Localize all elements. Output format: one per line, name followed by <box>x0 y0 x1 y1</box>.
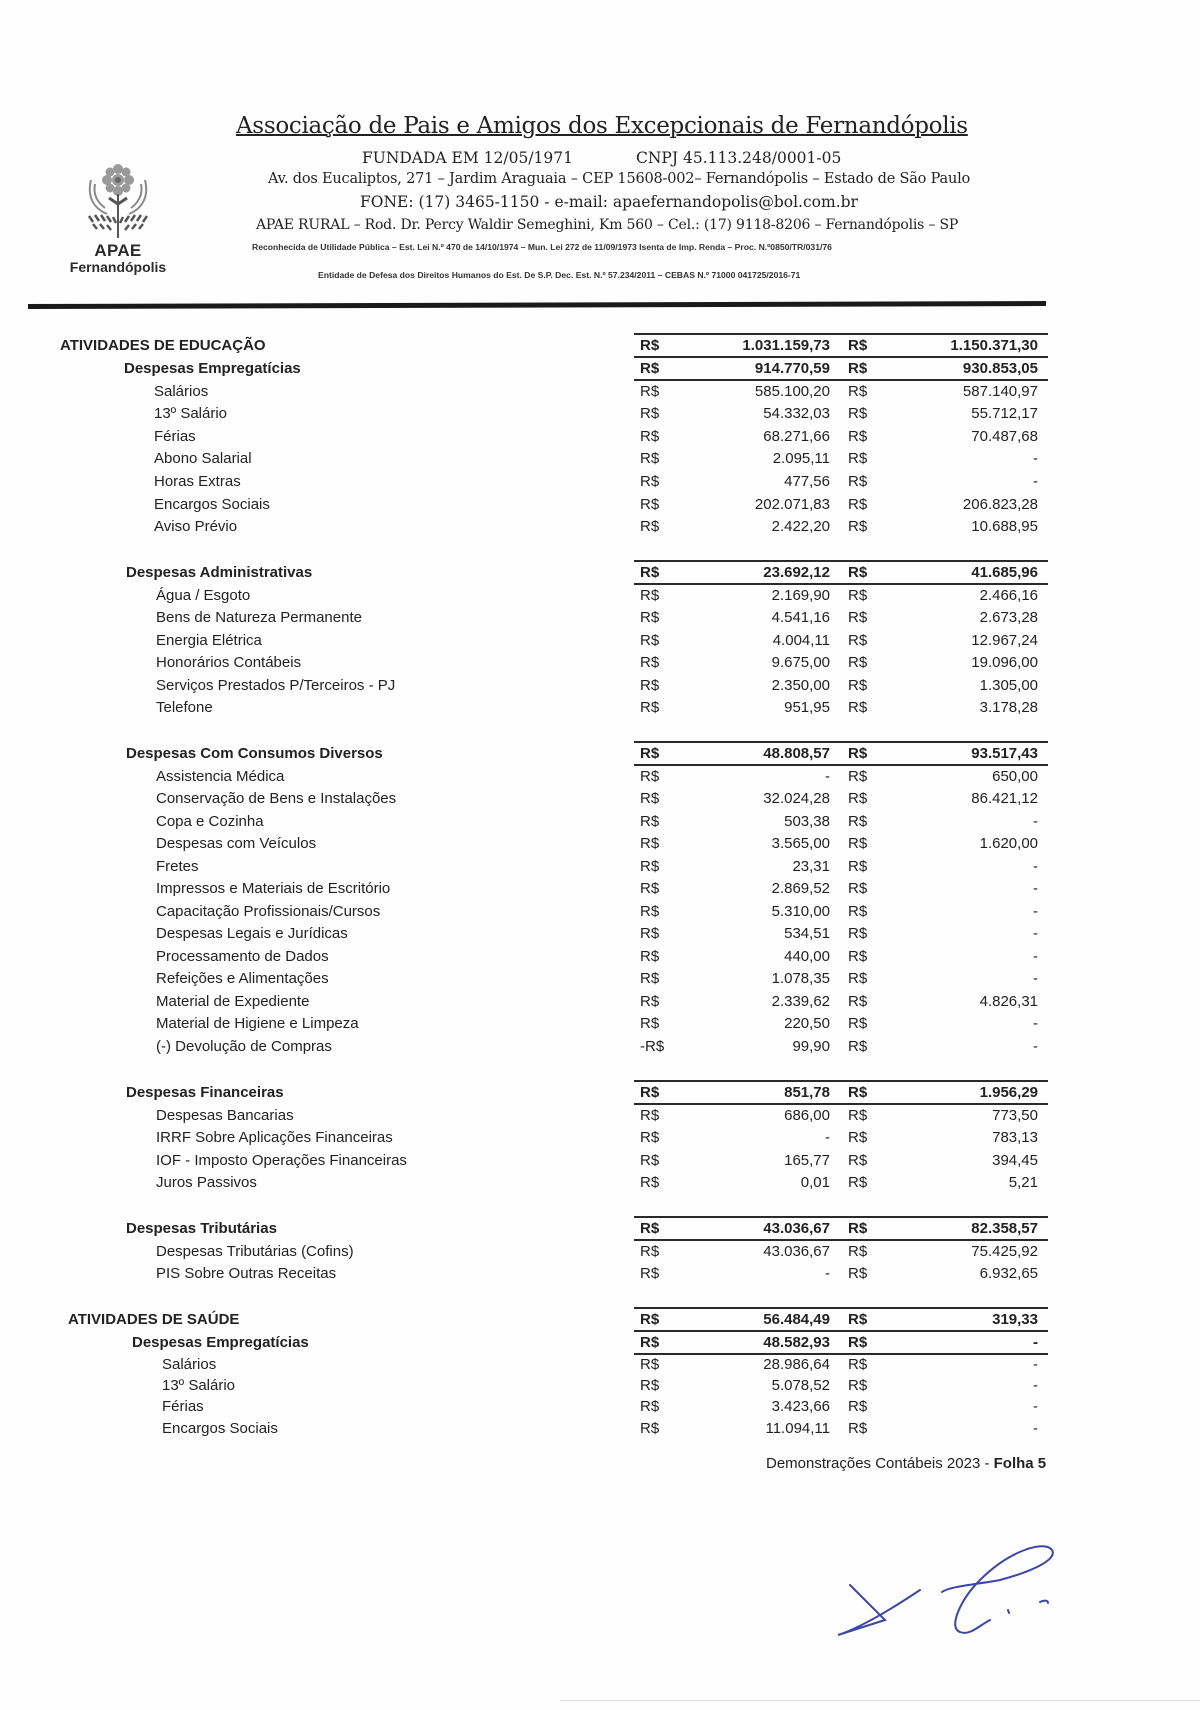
table-row <box>0 607 1200 629</box>
value-2023: 43.036,67 <box>763 1243 830 1260</box>
value-2023: 220,50 <box>784 1015 830 1032</box>
value-2022: 55.712,17 <box>971 405 1038 422</box>
value-2022: 2.673,28 <box>979 609 1038 626</box>
currency-2022: R$ <box>848 405 868 422</box>
table-row <box>0 1354 1200 1376</box>
currency-2022: R$ <box>848 745 868 762</box>
apae-logo <box>58 160 178 275</box>
value-2022: - <box>1033 1356 1038 1373</box>
value-2022: 1.956,29 <box>979 1084 1038 1101</box>
currency-2023: R$ <box>640 473 660 490</box>
currency-2023: R$ <box>640 768 660 785</box>
currency-2022: R$ <box>848 473 868 490</box>
currency-2023: R$ <box>640 925 660 942</box>
table-row <box>0 1150 1200 1172</box>
row-label: Horas Extras <box>154 473 241 490</box>
currency-2022: R$ <box>848 1356 868 1373</box>
value-2023: 585.100,20 <box>754 383 830 400</box>
table-row <box>0 448 1200 470</box>
value-2023: 4.541,16 <box>771 609 830 626</box>
currency-2022: R$ <box>848 790 868 807</box>
row-label: Processamento de Dados <box>156 948 329 965</box>
currency-2022: R$ <box>848 654 868 671</box>
table-row <box>0 516 1200 538</box>
rural-address: APAE RURAL – Rod. Dr. Percy Waldir Semeghini, Km 560 – Cel.: (17) 9118-8206 – Fernandópolis – SP <box>256 217 959 233</box>
value-2023: 99,90 <box>792 1038 830 1055</box>
signature <box>830 1540 1070 1660</box>
table-row <box>0 1127 1200 1149</box>
currency-2023: R$ <box>640 383 660 400</box>
flower-hands-icon <box>83 160 153 240</box>
currency-2023: R$ <box>640 1084 660 1101</box>
table-row <box>0 946 1200 968</box>
value-2022: - <box>1033 1334 1038 1351</box>
row-label: Energia Elétrica <box>156 632 262 649</box>
currency-2023: R$ <box>640 1334 660 1351</box>
value-2023: 851,78 <box>784 1084 830 1101</box>
currency-2023: R$ <box>640 428 660 445</box>
table-row <box>0 878 1200 900</box>
currency-2023: R$ <box>640 1356 660 1373</box>
currency-2022: R$ <box>848 337 868 354</box>
value-2022: - <box>1033 858 1038 875</box>
value-2022: 12.967,24 <box>971 632 1038 649</box>
table-row <box>0 1263 1200 1285</box>
legal-recognition: Reconhecida de Utilidade Pública – Est. Lei N.º 470 de 14/10/1974 – Mun. Lei 272 de 11/09/1973 Isenta de Imp. Renda – Proc. N.º0850/TR/031/76 <box>252 242 832 252</box>
value-2023: 477,56 <box>784 473 830 490</box>
table-row <box>0 811 1200 833</box>
value-2023: 3.565,00 <box>771 835 830 852</box>
currency-2022: R$ <box>848 835 868 852</box>
value-2023: 23,31 <box>792 858 830 875</box>
currency-2023: R$ <box>640 587 660 604</box>
currency-2022: R$ <box>848 1107 868 1124</box>
currency-2022: R$ <box>848 1265 868 1282</box>
currency-2023: R$ <box>640 813 660 830</box>
row-label: Fretes <box>156 858 199 875</box>
currency-2022: R$ <box>848 1220 868 1237</box>
group-row <box>0 562 1200 584</box>
value-2023: 534,51 <box>784 925 830 942</box>
table-row <box>0 901 1200 923</box>
currency-2022: R$ <box>848 1311 868 1328</box>
currency-2022: R$ <box>848 970 868 987</box>
subtotal-top-rule <box>634 356 1048 358</box>
table-row <box>0 675 1200 697</box>
table-row <box>0 766 1200 788</box>
activity-row <box>0 1309 1200 1331</box>
value-2023: 9.675,00 <box>771 654 830 671</box>
currency-2023: R$ <box>640 903 660 920</box>
row-label: Abono Salarial <box>154 450 252 467</box>
currency-2022: R$ <box>848 1420 868 1437</box>
currency-2022: R$ <box>848 518 868 535</box>
subtotal-top-rule <box>634 1080 1048 1082</box>
row-label: Despesas com Veículos <box>156 835 317 852</box>
value-2022: - <box>1033 1015 1038 1032</box>
currency-2023: -R$ <box>640 1038 665 1055</box>
value-2022: 70.487,68 <box>971 428 1038 445</box>
currency-2023: R$ <box>640 1174 660 1191</box>
currency-2023: R$ <box>640 1107 660 1124</box>
row-label: Despesas Legais e Jurídicas <box>156 925 348 942</box>
table-row <box>0 381 1200 403</box>
value-2023: 4.004,11 <box>772 632 830 649</box>
currency-2022: R$ <box>848 1334 868 1351</box>
value-2022: 206.823,28 <box>962 496 1038 513</box>
value-2022: 394,45 <box>992 1152 1038 1169</box>
value-2022: - <box>1033 948 1038 965</box>
row-label: Salários <box>154 383 209 400</box>
value-2023: 2.169,90 <box>771 587 830 604</box>
currency-2022: R$ <box>848 1015 868 1032</box>
currency-2023: R$ <box>640 405 660 422</box>
table-row <box>0 426 1200 448</box>
value-2023: 1.031.159,73 <box>742 337 830 354</box>
value-2022: - <box>1033 1038 1038 1055</box>
subtotal-top-rule <box>634 1216 1048 1218</box>
value-2023: 5.078,52 <box>771 1377 830 1394</box>
currency-2023: R$ <box>640 993 660 1010</box>
currency-2022: R$ <box>848 1084 868 1101</box>
row-label: (-) Devolução de Compras <box>156 1038 332 1055</box>
subtotal-top-rule <box>634 333 1048 335</box>
currency-2023: R$ <box>640 970 660 987</box>
value-2023: 48.808,57 <box>763 745 830 762</box>
currency-2022: R$ <box>848 1129 868 1146</box>
row-label: Despesas Com Consumos Diversos <box>126 745 383 762</box>
currency-2023: R$ <box>640 677 660 694</box>
value-2023: 2.422,20 <box>771 518 830 535</box>
currency-2023: R$ <box>640 1377 660 1394</box>
value-2023: 0,01 <box>800 1174 830 1191</box>
value-2022: 1.305,00 <box>979 677 1038 694</box>
currency-2022: R$ <box>848 880 868 897</box>
row-label: Despesas Tributárias (Cofins) <box>156 1243 354 1260</box>
row-label: 13º Salário <box>162 1377 236 1394</box>
currency-2023: R$ <box>640 564 660 581</box>
currency-2022: R$ <box>848 768 868 785</box>
table-row <box>0 856 1200 878</box>
currency-2023: R$ <box>640 632 660 649</box>
currency-2022: R$ <box>848 993 868 1010</box>
value-2023: 28.986,64 <box>763 1356 830 1373</box>
currency-2023: R$ <box>640 450 660 467</box>
logo-text-city: Fernandópolis <box>69 259 167 275</box>
value-2022: - <box>1033 925 1038 942</box>
value-2023: 23.692,12 <box>763 564 830 581</box>
logo-text-apae: APAE <box>94 241 142 260</box>
cnpj: CNPJ 45.113.248/0001-05 <box>636 149 842 167</box>
table-row <box>0 1172 1200 1194</box>
legal-entity: Entidade de Defesa dos Direitos Humanos do Est. De S.P. Dec. Est. N.º 57.234/2011 – CEBAS N.º 71000 041725/2016-71 <box>318 270 801 280</box>
value-2022: - <box>1033 450 1038 467</box>
row-label: Capacitação Profissionais/Cursos <box>156 903 381 920</box>
table-row <box>0 652 1200 674</box>
value-2023: 2.869,52 <box>771 880 830 897</box>
value-2022: 86.421,12 <box>971 790 1038 807</box>
value-2023: 503,38 <box>784 813 830 830</box>
currency-2022: R$ <box>848 677 868 694</box>
value-2023: 2.350,00 <box>771 677 830 694</box>
currency-2023: R$ <box>640 880 660 897</box>
value-2022: - <box>1033 903 1038 920</box>
row-label: Material de Expediente <box>156 993 310 1010</box>
row-label: Conservação de Bens e Instalações <box>156 790 397 807</box>
row-label: Despesas Empregatícias <box>132 1334 309 1351</box>
value-2022: 41.685,96 <box>971 564 1038 581</box>
table-row <box>0 403 1200 425</box>
scan-edge <box>560 1700 1200 1701</box>
table-row <box>0 1036 1200 1058</box>
value-2022: 1.150.371,30 <box>950 337 1038 354</box>
row-label: Férias <box>162 1398 204 1415</box>
currency-2022: R$ <box>848 450 868 467</box>
value-2023: - <box>825 1129 830 1146</box>
subtotal-top-rule <box>634 560 1048 562</box>
row-label: Bens de Natureza Permanente <box>156 609 362 626</box>
currency-2023: R$ <box>640 1015 660 1032</box>
table-row <box>0 1105 1200 1127</box>
value-2023: - <box>825 768 830 785</box>
row-label: Assistencia Médica <box>156 768 285 785</box>
row-label: Serviços Prestados P/Terceiros - PJ <box>156 677 396 694</box>
row-label: 13º Salário <box>154 405 228 422</box>
currency-2023: R$ <box>640 835 660 852</box>
table-row <box>0 1013 1200 1035</box>
value-2023: - <box>825 1265 830 1282</box>
currency-2022: R$ <box>848 903 868 920</box>
value-2023: 3.423,66 <box>771 1398 830 1415</box>
founded-date: FUNDADA EM 12/05/1971 <box>362 149 573 167</box>
currency-2022: R$ <box>848 609 868 626</box>
value-2022: 4.826,31 <box>979 993 1038 1010</box>
row-label: PIS Sobre Outras Receitas <box>156 1265 337 1282</box>
currency-2022: R$ <box>848 1038 868 1055</box>
row-label: Honorários Contábeis <box>156 654 302 671</box>
value-2023: 686,00 <box>784 1107 830 1124</box>
value-2022: 783,13 <box>992 1129 1038 1146</box>
row-label: Salários <box>162 1356 217 1373</box>
value-2022: 773,50 <box>992 1107 1038 1124</box>
currency-2023: R$ <box>640 337 660 354</box>
table-row <box>0 833 1200 855</box>
currency-2022: R$ <box>848 632 868 649</box>
value-2023: 32.024,28 <box>763 790 830 807</box>
value-2022: - <box>1033 1420 1038 1437</box>
row-label: Impressos e Materiais de Escritório <box>156 880 391 897</box>
table-row <box>0 968 1200 990</box>
currency-2023: R$ <box>640 518 660 535</box>
table-row <box>0 471 1200 493</box>
currency-2023: R$ <box>640 858 660 875</box>
currency-2022: R$ <box>848 1398 868 1415</box>
currency-2022: R$ <box>848 858 868 875</box>
row-label: Férias <box>154 428 196 445</box>
currency-2022: R$ <box>848 496 868 513</box>
value-2023: 56.484,49 <box>763 1311 830 1328</box>
currency-2023: R$ <box>640 790 660 807</box>
value-2023: 202.071,83 <box>754 496 830 513</box>
page-footer <box>766 1455 1046 1472</box>
row-label: Telefone <box>156 699 213 716</box>
address: Av. dos Eucaliptos, 271 – Jardim Araguaia – CEP 15608-002– Fernandópolis – Estado de São Paulo <box>268 171 971 187</box>
row-label: Encargos Sociais <box>154 496 270 513</box>
table-row <box>0 585 1200 607</box>
organization-title: Associação de Pais e Amigos dos Excepcionais de Fernandópolis <box>236 113 968 139</box>
currency-2022: R$ <box>848 587 868 604</box>
value-2023: 43.036,67 <box>763 1220 830 1237</box>
value-2022: 319,33 <box>992 1311 1038 1328</box>
value-2023: 2.095,11 <box>772 450 830 467</box>
value-2023: 951,95 <box>784 699 830 716</box>
currency-2023: R$ <box>640 1420 660 1437</box>
row-label: Material de Higiene e Limpeza <box>156 1015 359 1032</box>
value-2022: - <box>1033 880 1038 897</box>
value-2022: 2.466,16 <box>979 587 1038 604</box>
currency-2023: R$ <box>640 1129 660 1146</box>
currency-2022: R$ <box>848 564 868 581</box>
row-label: Despesas Administrativas <box>126 564 313 581</box>
currency-2023: R$ <box>640 745 660 762</box>
value-2022: - <box>1033 473 1038 490</box>
value-2022: 93.517,43 <box>971 745 1038 762</box>
value-2022: 75.425,92 <box>971 1243 1038 1260</box>
table-row <box>0 697 1200 719</box>
row-label: Água / Esgoto <box>156 587 251 604</box>
table-row <box>0 1396 1200 1418</box>
value-2023: 54.332,03 <box>763 405 830 422</box>
row-label: Despesas Bancarias <box>156 1107 294 1124</box>
subtotal-top-rule <box>634 1330 1048 1332</box>
value-2023: 1.078,35 <box>771 970 830 987</box>
row-label: Encargos Sociais <box>162 1420 278 1437</box>
value-2022: 19.096,00 <box>971 654 1038 671</box>
activity-row <box>0 335 1200 357</box>
phone-email: FONE: (17) 3465-1150 - e-mail: apaefernandopolis@bol.com.br <box>360 193 858 211</box>
table-row <box>0 991 1200 1013</box>
row-label: ATIVIDADES DE EDUCAÇÃO <box>60 337 266 354</box>
group-row <box>0 1218 1200 1240</box>
group-row <box>0 1082 1200 1104</box>
table-row <box>0 1418 1200 1440</box>
currency-2022: R$ <box>848 1174 868 1191</box>
value-2022: 10.688,95 <box>971 518 1038 535</box>
value-2022: 5,21 <box>1008 1174 1038 1191</box>
row-label: IOF - Imposto Operações Financeiras <box>156 1152 407 1169</box>
currency-2022: R$ <box>848 1377 868 1394</box>
table-row <box>0 1241 1200 1263</box>
currency-2023: R$ <box>640 1152 660 1169</box>
currency-2022: R$ <box>848 813 868 830</box>
row-label: Juros Passivos <box>156 1174 257 1191</box>
value-2023: 68.271,66 <box>763 428 830 445</box>
footer-text: Demonstrações Contábeis 2023 - <box>766 1455 994 1472</box>
currency-2023: R$ <box>640 654 660 671</box>
currency-2023: R$ <box>640 1220 660 1237</box>
value-2022: 3.178,28 <box>979 699 1038 716</box>
row-label: Aviso Prévio <box>154 518 238 535</box>
header-divider <box>28 301 1046 309</box>
currency-2022: R$ <box>848 1243 868 1260</box>
currency-2022: R$ <box>848 428 868 445</box>
currency-2023: R$ <box>640 1311 660 1328</box>
currency-2023: R$ <box>640 699 660 716</box>
currency-2023: R$ <box>640 1243 660 1260</box>
currency-2022: R$ <box>848 925 868 942</box>
table-row <box>0 788 1200 810</box>
value-2023: 2.339,62 <box>771 993 830 1010</box>
row-label: Despesas Empregatícias <box>124 360 301 377</box>
table-row <box>0 1375 1200 1397</box>
row-label: Copa e Cozinha <box>156 813 264 830</box>
group-row <box>0 358 1200 380</box>
row-label: ATIVIDADES DE SAÚDE <box>68 1311 240 1328</box>
value-2023: 5.310,00 <box>771 903 830 920</box>
value-2022: 650,00 <box>992 768 1038 785</box>
value-2022: 930.853,05 <box>962 360 1038 377</box>
currency-2023: R$ <box>640 1265 660 1282</box>
value-2022: - <box>1033 813 1038 830</box>
group-row <box>0 743 1200 765</box>
value-2022: - <box>1033 1398 1038 1415</box>
row-label: Despesas Financeiras <box>126 1084 284 1101</box>
value-2022: - <box>1033 1377 1038 1394</box>
row-label: Despesas Tributárias <box>126 1220 277 1237</box>
row-label: IRRF Sobre Aplicações Financeiras <box>156 1129 393 1146</box>
value-2022: 1.620,00 <box>979 835 1038 852</box>
table-row <box>0 630 1200 652</box>
value-2022: - <box>1033 970 1038 987</box>
currency-2023: R$ <box>640 496 660 513</box>
currency-2022: R$ <box>848 383 868 400</box>
group-row <box>0 1332 1200 1354</box>
value-2022: 82.358,57 <box>971 1220 1038 1237</box>
table-row <box>0 494 1200 516</box>
currency-2022: R$ <box>848 948 868 965</box>
currency-2023: R$ <box>640 1398 660 1415</box>
currency-2023: R$ <box>640 360 660 377</box>
table-row <box>0 923 1200 945</box>
value-2023: 165,77 <box>784 1152 830 1169</box>
value-2023: 914.770,59 <box>754 360 830 377</box>
value-2023: 48.582,93 <box>763 1334 830 1351</box>
currency-2023: R$ <box>640 948 660 965</box>
currency-2023: R$ <box>640 609 660 626</box>
value-2023: 440,00 <box>784 948 830 965</box>
row-label: Refeições e Alimentações <box>156 970 329 987</box>
sheet-number: Folha 5 <box>993 1455 1047 1472</box>
value-2022: 6.932,65 <box>979 1265 1038 1282</box>
subtotal-top-rule <box>634 741 1048 743</box>
subtotal-top-rule <box>634 1307 1048 1309</box>
currency-2022: R$ <box>848 1152 868 1169</box>
value-2023: 11.094,11 <box>765 1420 830 1437</box>
currency-2022: R$ <box>848 699 868 716</box>
value-2022: 587.140,97 <box>962 383 1038 400</box>
currency-2022: R$ <box>848 360 868 377</box>
